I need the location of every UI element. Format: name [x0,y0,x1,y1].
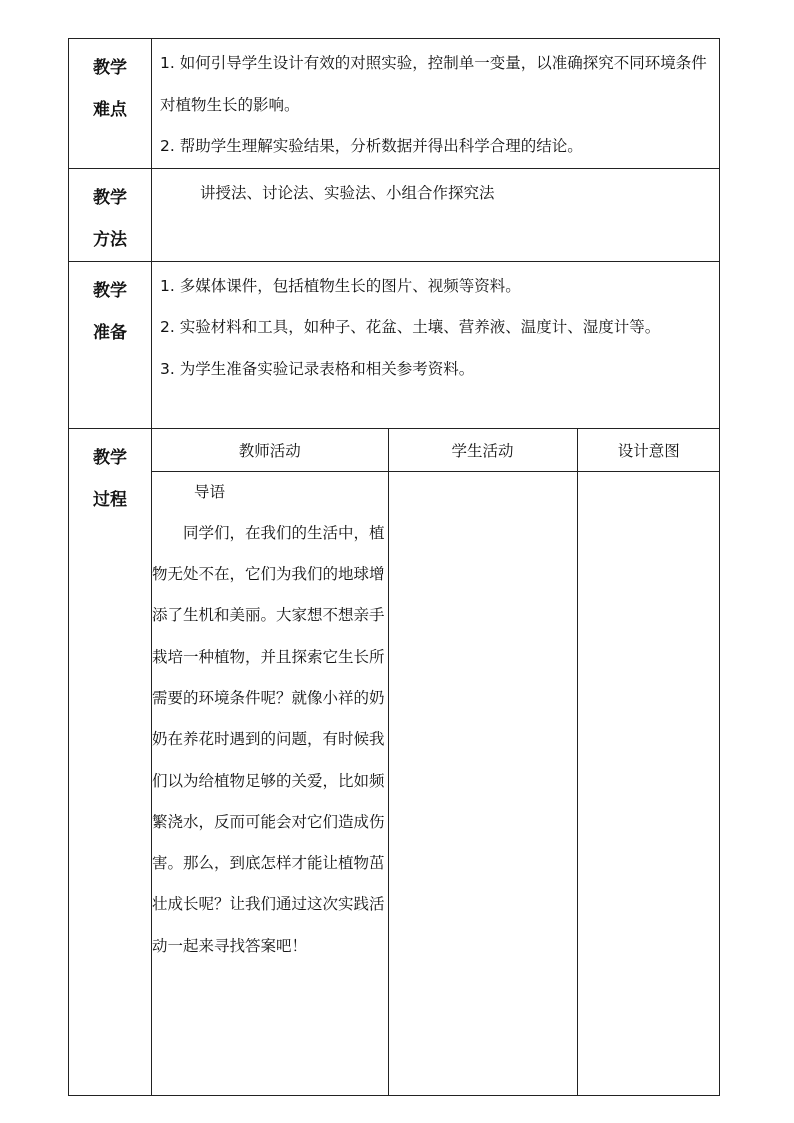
label-line-2: 方法 [93,229,127,250]
teacher-activity-cell [152,471,388,1095]
label-teaching-process [69,428,152,1096]
label-line-2: 过程 [93,489,127,510]
row-teaching-difficulty [69,39,720,169]
difficulty-item-1: 1. 如何引导学生设计有效的对照实验，控制单一变量，以准确探究不同环境条件对植物生长的影响。 [160,54,707,114]
label-line-1: 教学 [93,280,127,301]
label-teaching-preparation [69,261,152,428]
process-header-row [152,429,720,472]
row-teaching-process [69,428,720,1096]
label-line-2: 准备 [93,322,127,343]
process-activities-table [152,429,720,1096]
column-header-teacher: 教师活动 [152,429,388,472]
label-line-1: 教学 [93,447,127,468]
label-line-1: 教学 [93,187,127,208]
process-body-row [152,471,720,1095]
column-header-design: 设计意图 [577,429,720,472]
content-teaching-difficulty [152,39,720,169]
teacher-intro-heading: 导语 [194,482,226,501]
column-header-student: 学生活动 [388,429,577,472]
label-line-1: 教学 [93,58,127,78]
process-activities-cell [152,428,720,1096]
difficulty-item-2: 2. 帮助学生理解实验结果，分析数据并得出科学合理的结论。 [160,137,583,155]
label-line-2: 难点 [93,100,127,120]
row-teaching-preparation [69,261,720,428]
row-teaching-methods [69,168,720,261]
preparation-item-1: 1. 多媒体课件，包括植物生长的图片、视频等资料。 [160,276,521,295]
methods-text: 讲授法、讨论法、实验法、小组合作探究法 [200,183,495,202]
student-activity-cell [388,471,577,1095]
label-teaching-difficulty [69,39,152,169]
content-teaching-preparation [152,261,720,428]
design-intent-cell [577,471,720,1095]
lesson-plan-table [68,38,720,1096]
teacher-intro-text: 同学们，在我们的生活中，植物无处不在，它们为我们的地球增添了生机和美丽。大家想不想亲手栽培一种植物，并且探索它生长所需要的环境条件呢？就像小祥的奶奶在养花时遇到的问题，有时候我们以为给植物足够的关爱，比如频繁浇水，反而可能会对它们造成伤害。那么，到底怎样才能让植物茁壮成长呢？让我们通过这次实践活动一起来寻找答案吧！ [152,523,385,955]
preparation-item-3: 3. 为学生准备实验记录表格和相关参考资料。 [160,359,475,378]
content-teaching-methods [152,168,720,261]
preparation-item-2: 2. 实验材料和工具，如种子、花盆、土壤、营养液、温度计、湿度计等。 [160,318,661,336]
label-teaching-methods [69,168,152,261]
